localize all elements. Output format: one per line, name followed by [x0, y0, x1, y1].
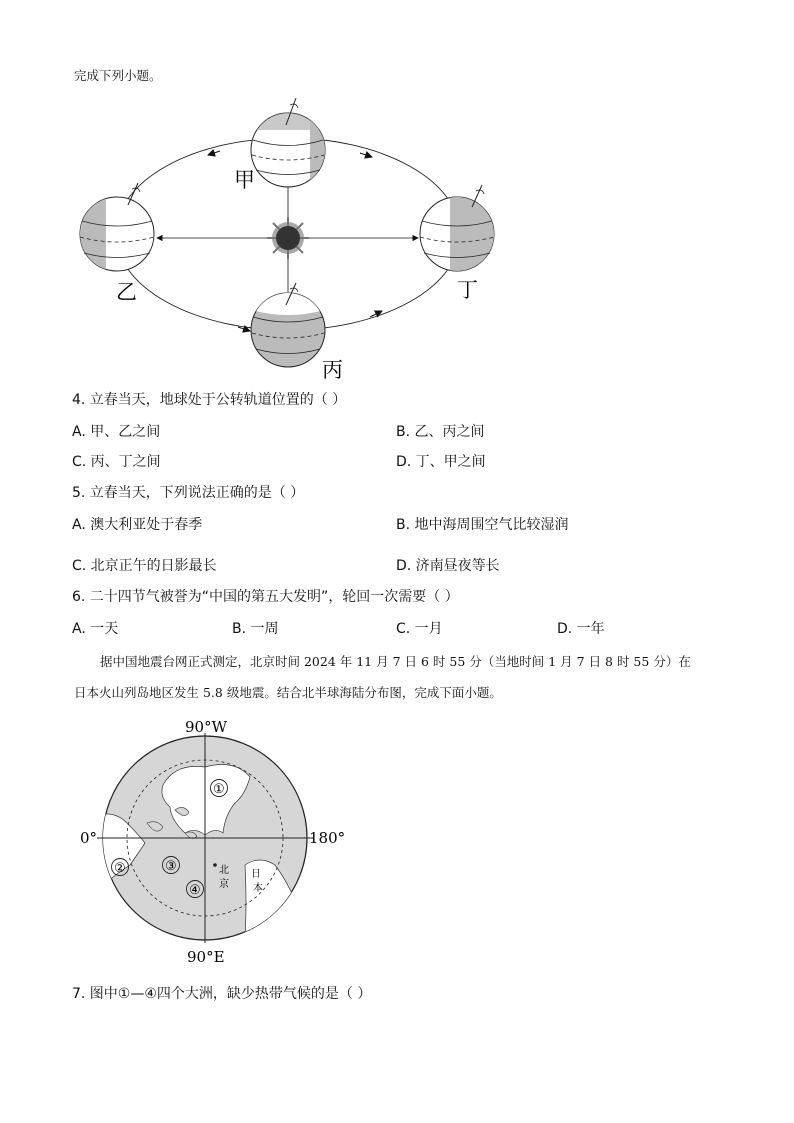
label-90e: 90°E	[187, 948, 225, 966]
q4-option-c[interactable]: C. 丙、丁之间	[72, 454, 161, 470]
label-yi: 乙	[116, 280, 137, 304]
label-jia: 甲	[234, 168, 255, 192]
continent-marker-1: ①	[213, 782, 225, 797]
intro-paragraph-line1: 据中国地震台网正式测定，北京时间 2024 年 11 月 7 日 6 时 55 分（当地时间 1 月 7 日 8 时 55 分）在	[100, 654, 691, 669]
label-beijing-1: 北	[219, 865, 229, 876]
earth-yi	[78, 183, 154, 275]
q5-option-c[interactable]: C. 北京正午的日影最长	[72, 558, 217, 574]
q6-option-d[interactable]: D. 一年	[557, 621, 605, 637]
q6-stem: 6. 二十四节气被誉为“中国的第五大发明”，轮回一次需要（ ）	[72, 589, 459, 605]
q5-stem: 5. 立春当天，下列说法正确的是（ ）	[72, 485, 305, 501]
sun-icon	[267, 217, 309, 259]
label-bing: 丙	[322, 358, 343, 382]
label-ding: 丁	[457, 278, 478, 302]
q5-option-a[interactable]: A. 澳大利亚处于春季	[72, 517, 203, 533]
q6-option-c[interactable]: C. 一月	[396, 621, 443, 637]
earth-bing	[251, 283, 325, 367]
q6-option-a[interactable]: A. 一天	[72, 621, 119, 637]
intro-text: 完成下列小题。	[74, 68, 162, 83]
label-180-degree: 180°	[309, 829, 346, 847]
label-beijing-2: 京	[219, 879, 229, 890]
q4-option-b[interactable]: B. 乙、丙之间	[396, 424, 485, 440]
earth-jia	[251, 98, 330, 190]
continent-marker-2: ②	[114, 861, 126, 876]
q4-option-a[interactable]: A. 甲、乙之间	[72, 424, 161, 440]
continent-marker-4: ④	[189, 883, 201, 898]
intro-paragraph-line2: 日本火山列岛地区发生 5.8 级地震。结合北半球海陆分布图，完成下面小题。	[74, 685, 502, 700]
q4-option-d[interactable]: D. 丁、甲之间	[396, 454, 486, 470]
q5-option-b[interactable]: B. 地中海周围空气比较湿润	[396, 517, 569, 533]
q7-stem: 7. 图中①—④四个大洲，缺少热带气候的是（ ）	[72, 986, 372, 1002]
label-japan-1: 日	[251, 869, 261, 880]
q5-option-d[interactable]: D. 济南昼夜等长	[396, 558, 500, 574]
label-0-degree: 0°	[80, 829, 98, 847]
label-japan-2: 本	[253, 883, 263, 894]
northern-hemisphere-map	[75, 715, 365, 970]
earth-ding	[420, 185, 500, 275]
label-90w: 90°W	[185, 718, 228, 736]
q4-stem: 4. 立春当天，地球处于公转轨道位置的（ ）	[72, 392, 347, 408]
q6-option-b[interactable]: B. 一周	[232, 621, 279, 637]
orbit-diagram	[70, 95, 510, 385]
continent-marker-3: ③	[165, 859, 177, 874]
